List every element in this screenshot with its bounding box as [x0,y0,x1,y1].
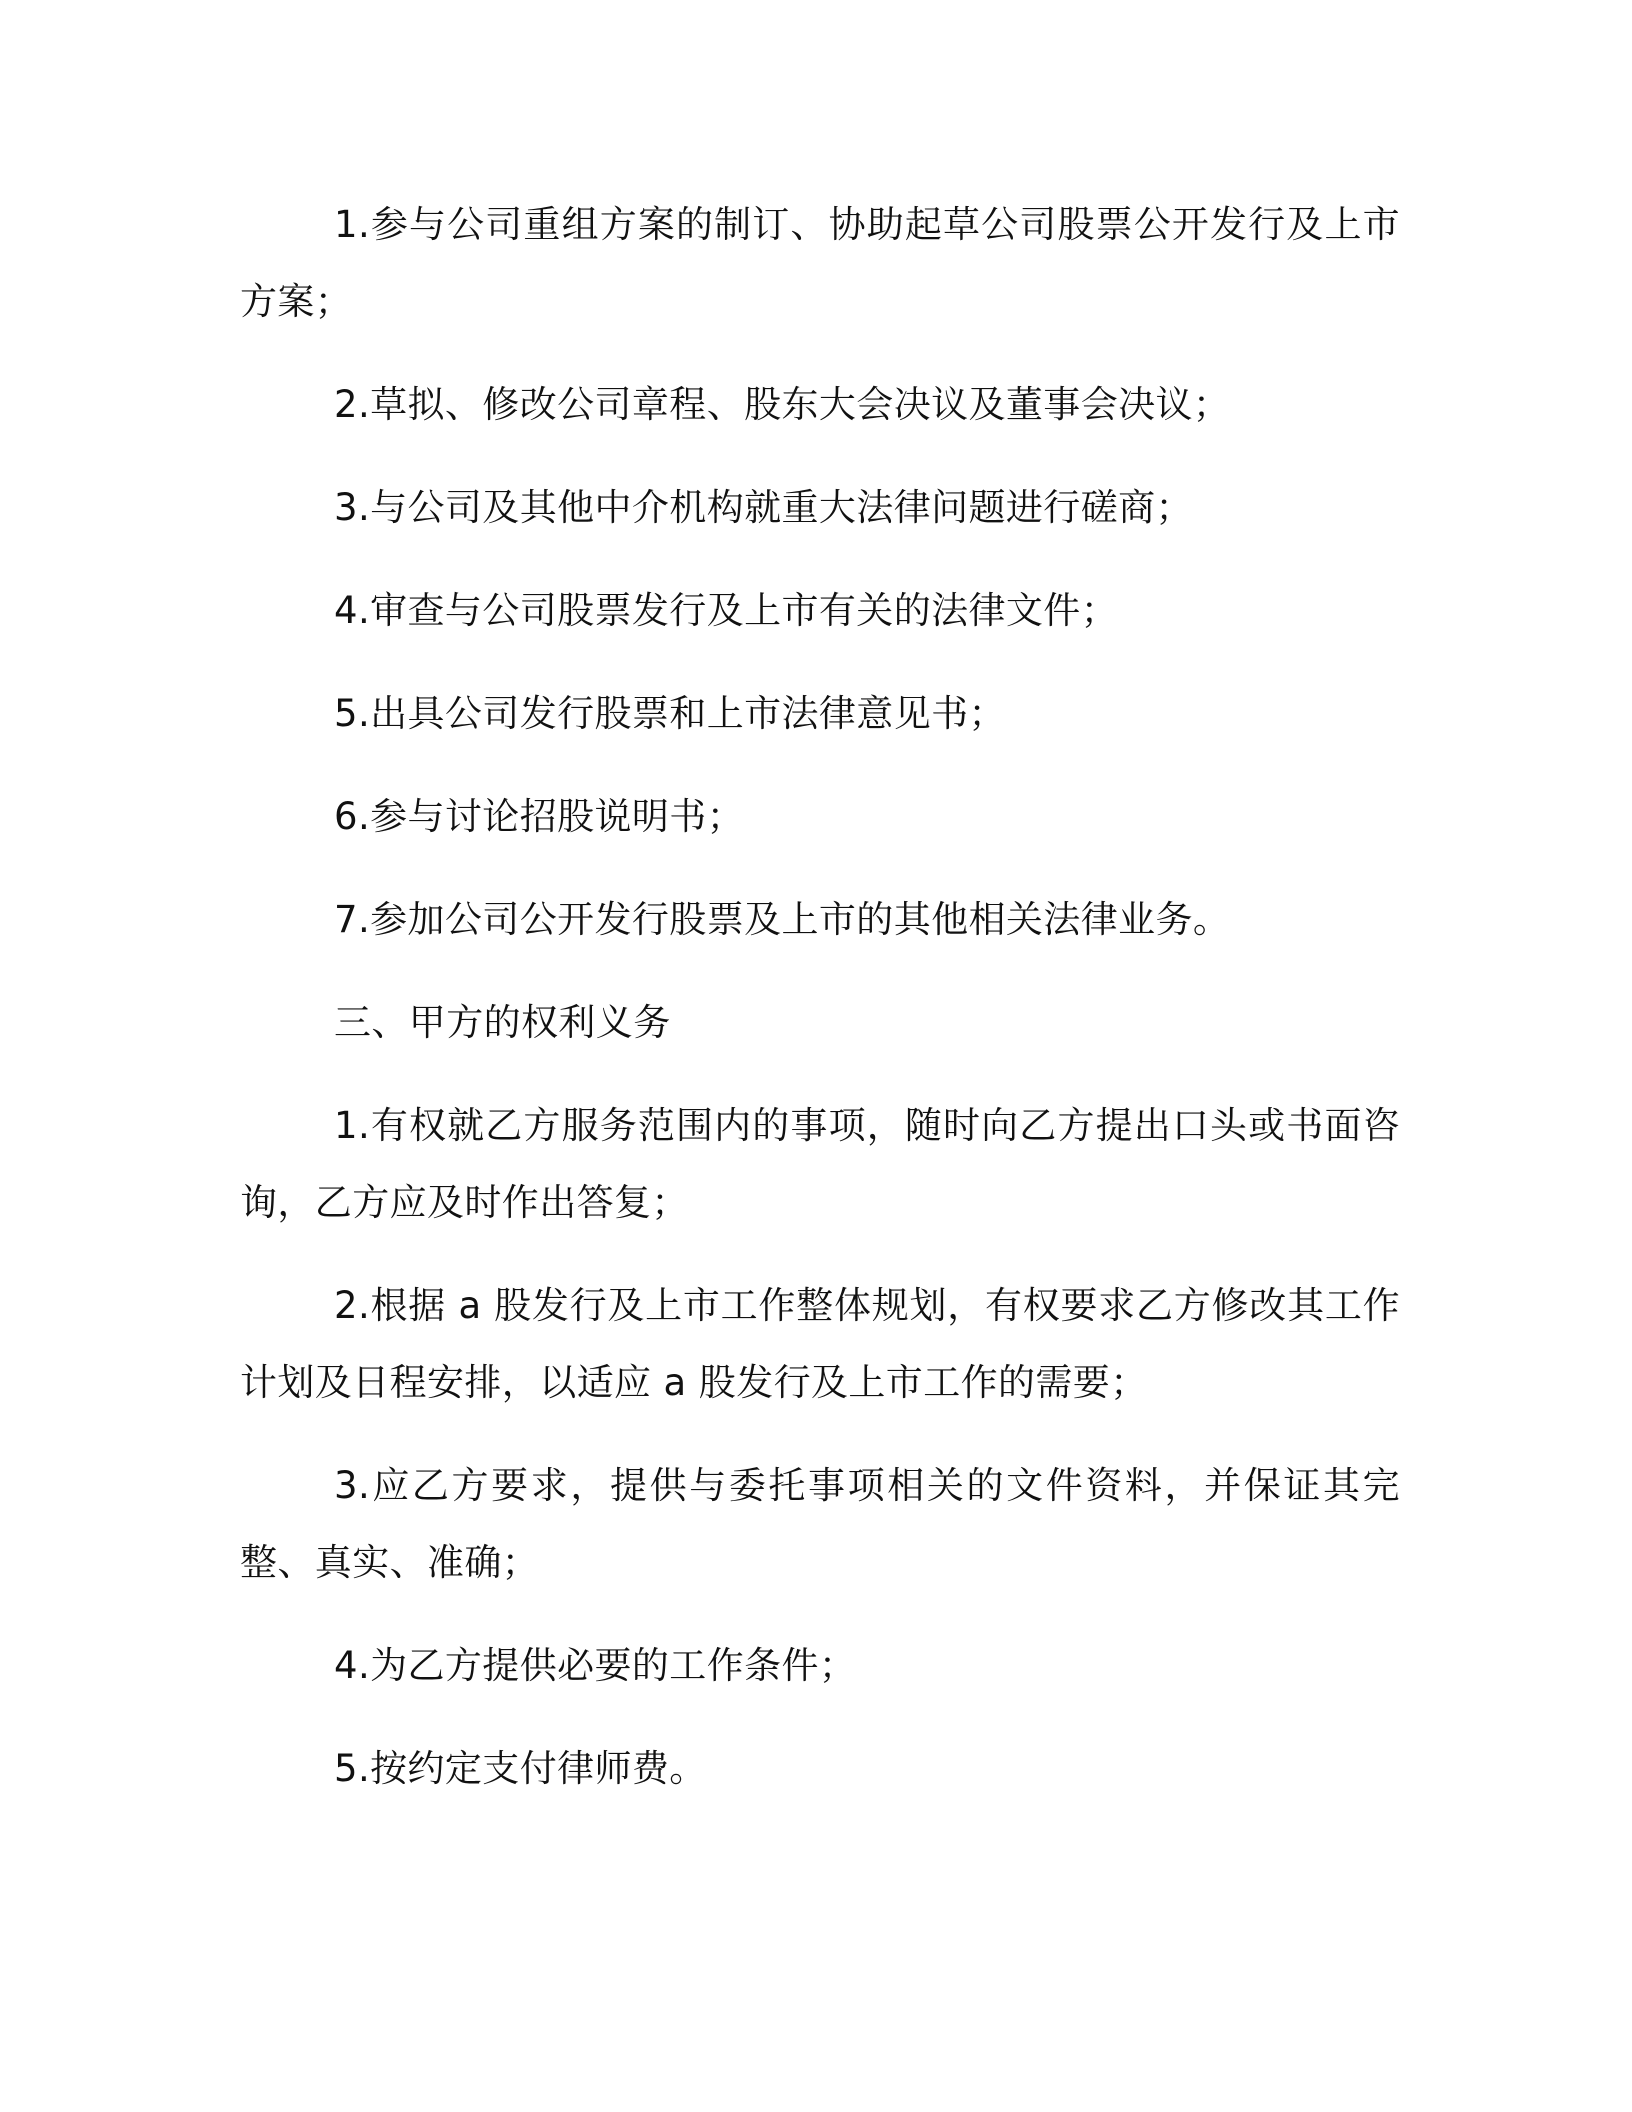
clause-party-a-1: 1.有权就乙方服务范围内的事项，随时向乙方提出口头或书面咨询，乙方应及时作出答复； [240,1104,1400,1224]
clause-lawyer-service-2: 2.草拟、修改公司章程、股东大会决议及董事会决议； [334,383,1231,426]
clause-party-a-2: 2.根据 a 股发行及上市工作整体规划，有权要求乙方修改其工作计划及日程安排，以适应 a 股发行及上市工作的需要； [240,1284,1400,1404]
document-body [240,186,1400,1833]
clause-party-a-5: 5.按约定支付律师费。 [334,1747,707,1790]
clause-party-a-3: 3.应乙方要求，提供与委托事项相关的文件资料，并保证其完整、真实、准确； [240,1464,1400,1584]
clause-lawyer-service-6: 6.参与讨论招股说明书； [334,795,745,838]
clause-lawyer-service-3: 3.与公司及其他中介机构就重大法律问题进行磋商； [334,486,1193,529]
clause-lawyer-service-7: 7.参加公司公开发行股票及上市的其他相关法律业务。 [334,898,1231,941]
section-heading-party-a-rights: 三、甲方的权利义务 [334,1001,671,1044]
clause-party-a-4: 4.为乙方提供必要的工作条件； [334,1644,857,1687]
clause-lawyer-service-1: 1.参与公司重组方案的制订、协助起草公司股票公开发行及上市方案； [240,203,1400,323]
clause-lawyer-service-4: 4.审查与公司股票发行及上市有关的法律文件； [334,589,1119,632]
clause-lawyer-service-5: 5.出具公司发行股票和上市法律意见书； [334,692,1006,735]
